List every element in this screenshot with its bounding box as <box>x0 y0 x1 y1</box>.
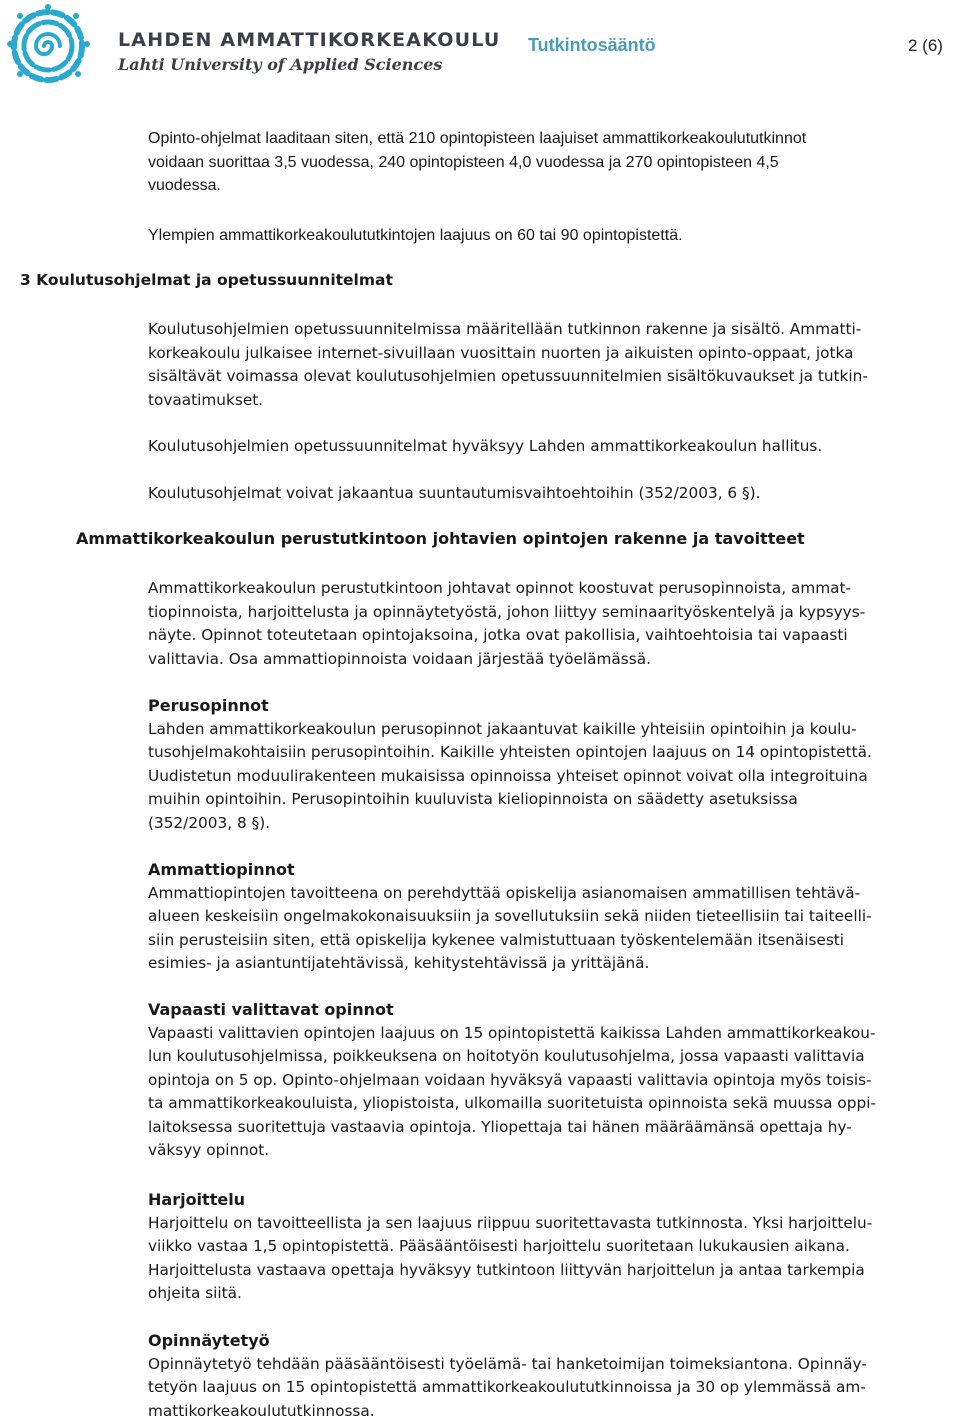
body-paragraph: Ammattikorkeakoulun perustutkintoon johtavat opinnot koostuvat perusopinnoista, ammat- tiopinnoista, harjoittelusta ja opinnäytetyöstä, johon liittyy seminaarityöskentelyä ja kypsyys- näyte. Opinnot toteutetaan opintojaksoina, jotka ovat pakollisia, vaihtoehtoisia tai vapaasti valittavia. Osa ammattiopinnoista voidaan järjestää työelämässä. <box>148 579 866 668</box>
subsection-title: Vapaasti valittavat opinnot <box>148 1000 394 1019</box>
subsection-title: Harjoittelu <box>148 1190 246 1209</box>
section-heading: 3 Koulutusohjelmat ja opetussuunnitelmat <box>20 271 393 289</box>
subsection-title: Ammattiopinnot <box>148 860 295 879</box>
body-paragraph: Koulutusohjelmien opetussuunnitelmat hyväksyy Lahden ammattikorkeakoulun hallitus. <box>148 437 823 455</box>
subsection-title: Opinnäytetyö <box>148 1331 270 1350</box>
subsection-harjoittelu: Harjoittelu Harjoittelu on tavoitteellista ja sen laajuus riippuu suoritettavasta tutkinnosta. Yksi harjoittelu- viikko vastaa 1,5 opintopistettä. Pääsääntöisesti harjoittelu suoritetaan lukukausien aikana. Harjoittelusta vastaava opettaja hyväksyy tutkintoon liittyvän harjoittelun ja antaa tarkempia ohjeita siitä. <box>148 1188 958 1306</box>
body-paragraph: Koulutusohjelmat voivat jakaantua suuntautumisvaihtoehtoihin (352/2003, 6 §). <box>148 484 761 502</box>
body-paragraph: Koulutusohjelmien opetussuunnitelmissa määritellään tutkinnon rakenne ja sisältö. Ammatti- korkeakoulu julkaisee internet-sivuillaan vuosittain nuorten ja aikuisten opinto-oppaat, jotka sisältävät voimassa olevat koulutusohjelmien opetussuunnitelmien sisältökuvaukset ja tutkin- tovaatimukset. <box>148 320 868 409</box>
subsection-ammattiopinnot: Ammattiopinnot Ammattiopintojen tavoitteena on perehdyttää opiskelija asianomaisen ammatillisen tehtävä- alueen keskeisiin ongelmakokonaisuuksiin ja sovellutuksiin sekä niiden tieteellisiin tai taiteelli- siin perusteisiin siten, että opiskelija kykenee valmistuttuaan työskentelemään itsenäisesti esimies- ja asiantuntijatehtävissä, kehitystehtävissä ja yrittäjänä. <box>148 858 958 976</box>
page-header <box>0 0 960 90</box>
institution-name: LAHDEN AMMATTIKORKEAKOULU <box>118 29 501 51</box>
section-heading: Ammattikorkeakoulun perustutkintoon johtavien opintojen rakenne ja tavoitteet <box>76 529 805 548</box>
document-title: Tutkintosääntö <box>528 35 656 55</box>
subsection-opinnaytetyo: Opinnäytetyö Opinnäytetyö tehdään pääsääntöisesti työelämä- tai hanketoimijan toimeksiantona. Opinnäy- tetyön laajuus on 15 opintopistettä ammattikorkeakoulututkinnoissa ja 30 op ylemmässä am- mattikorkeakoulututkinnossa. <box>148 1329 958 1423</box>
subsection-vapaasti-valittavat: Vapaasti valittavat opinnot Vapaasti valittavien opintojen laajuus on 15 opintopistettä kaikissa Lahden ammattikorkeakou- lun koulutusohjelmissa, poikkeuksena on hoitotyön koulutusohjelma, jossa vapaasti valittavia opintoja on 5 op. Opinto-ohjelmaan voidaan hyväksyä vapaasti valittavia opintoja myös toisis- ta ammattikorkeakouluista, yliopistoista, ulkomailla suoritetuista opinnoista sekä muussa oppi- laitoksessa suoritettuja vastaavia opintoja. Yliopettaja tai hänen määräämänsä opettaja hy- väksyy opinnot. <box>148 998 958 1163</box>
subsection-perusopinnot: Perusopinnot Lahden ammattikorkeakoulun perusopinnot jakaantuvat kaikille yhteisiin opintoihin ja koulu- tusohjelmakohtaisiin perusopintoihin. Kaikille yhteisten opintojen laajuus on 14 opintopistettä. Uudistetun moduulirakenteen mukaisissa opinnoissa yhteiset opinnot voivat olla integroituina muihin opintoihin. Perusopintoihin kuuluvista kieliopinnoista on säädetty asetuksissa (352/2003, 8 §). <box>148 694 958 835</box>
institution-name-en: Lahti University of Applied Sciences <box>118 55 443 74</box>
subsection-title: Perusopinnot <box>148 696 269 715</box>
spiral-logo-icon <box>6 2 90 86</box>
intro-paragraph: Opinto-ohjelmat laaditaan siten, että 210 opintopisteen laajuiset ammattikorkeakoulututkinnot voidaan suorittaa 3,5 vuodessa, 240 opintopisteen 4,0 vuodessa ja 270 opintopisteen 4,5 vuodessa. <box>148 130 807 194</box>
page-number: 2 (6) <box>908 36 943 55</box>
intro-paragraph: Ylempien ammattikorkeakoulututkintojen laajuus on 60 tai 90 opintopistettä. <box>148 227 683 244</box>
